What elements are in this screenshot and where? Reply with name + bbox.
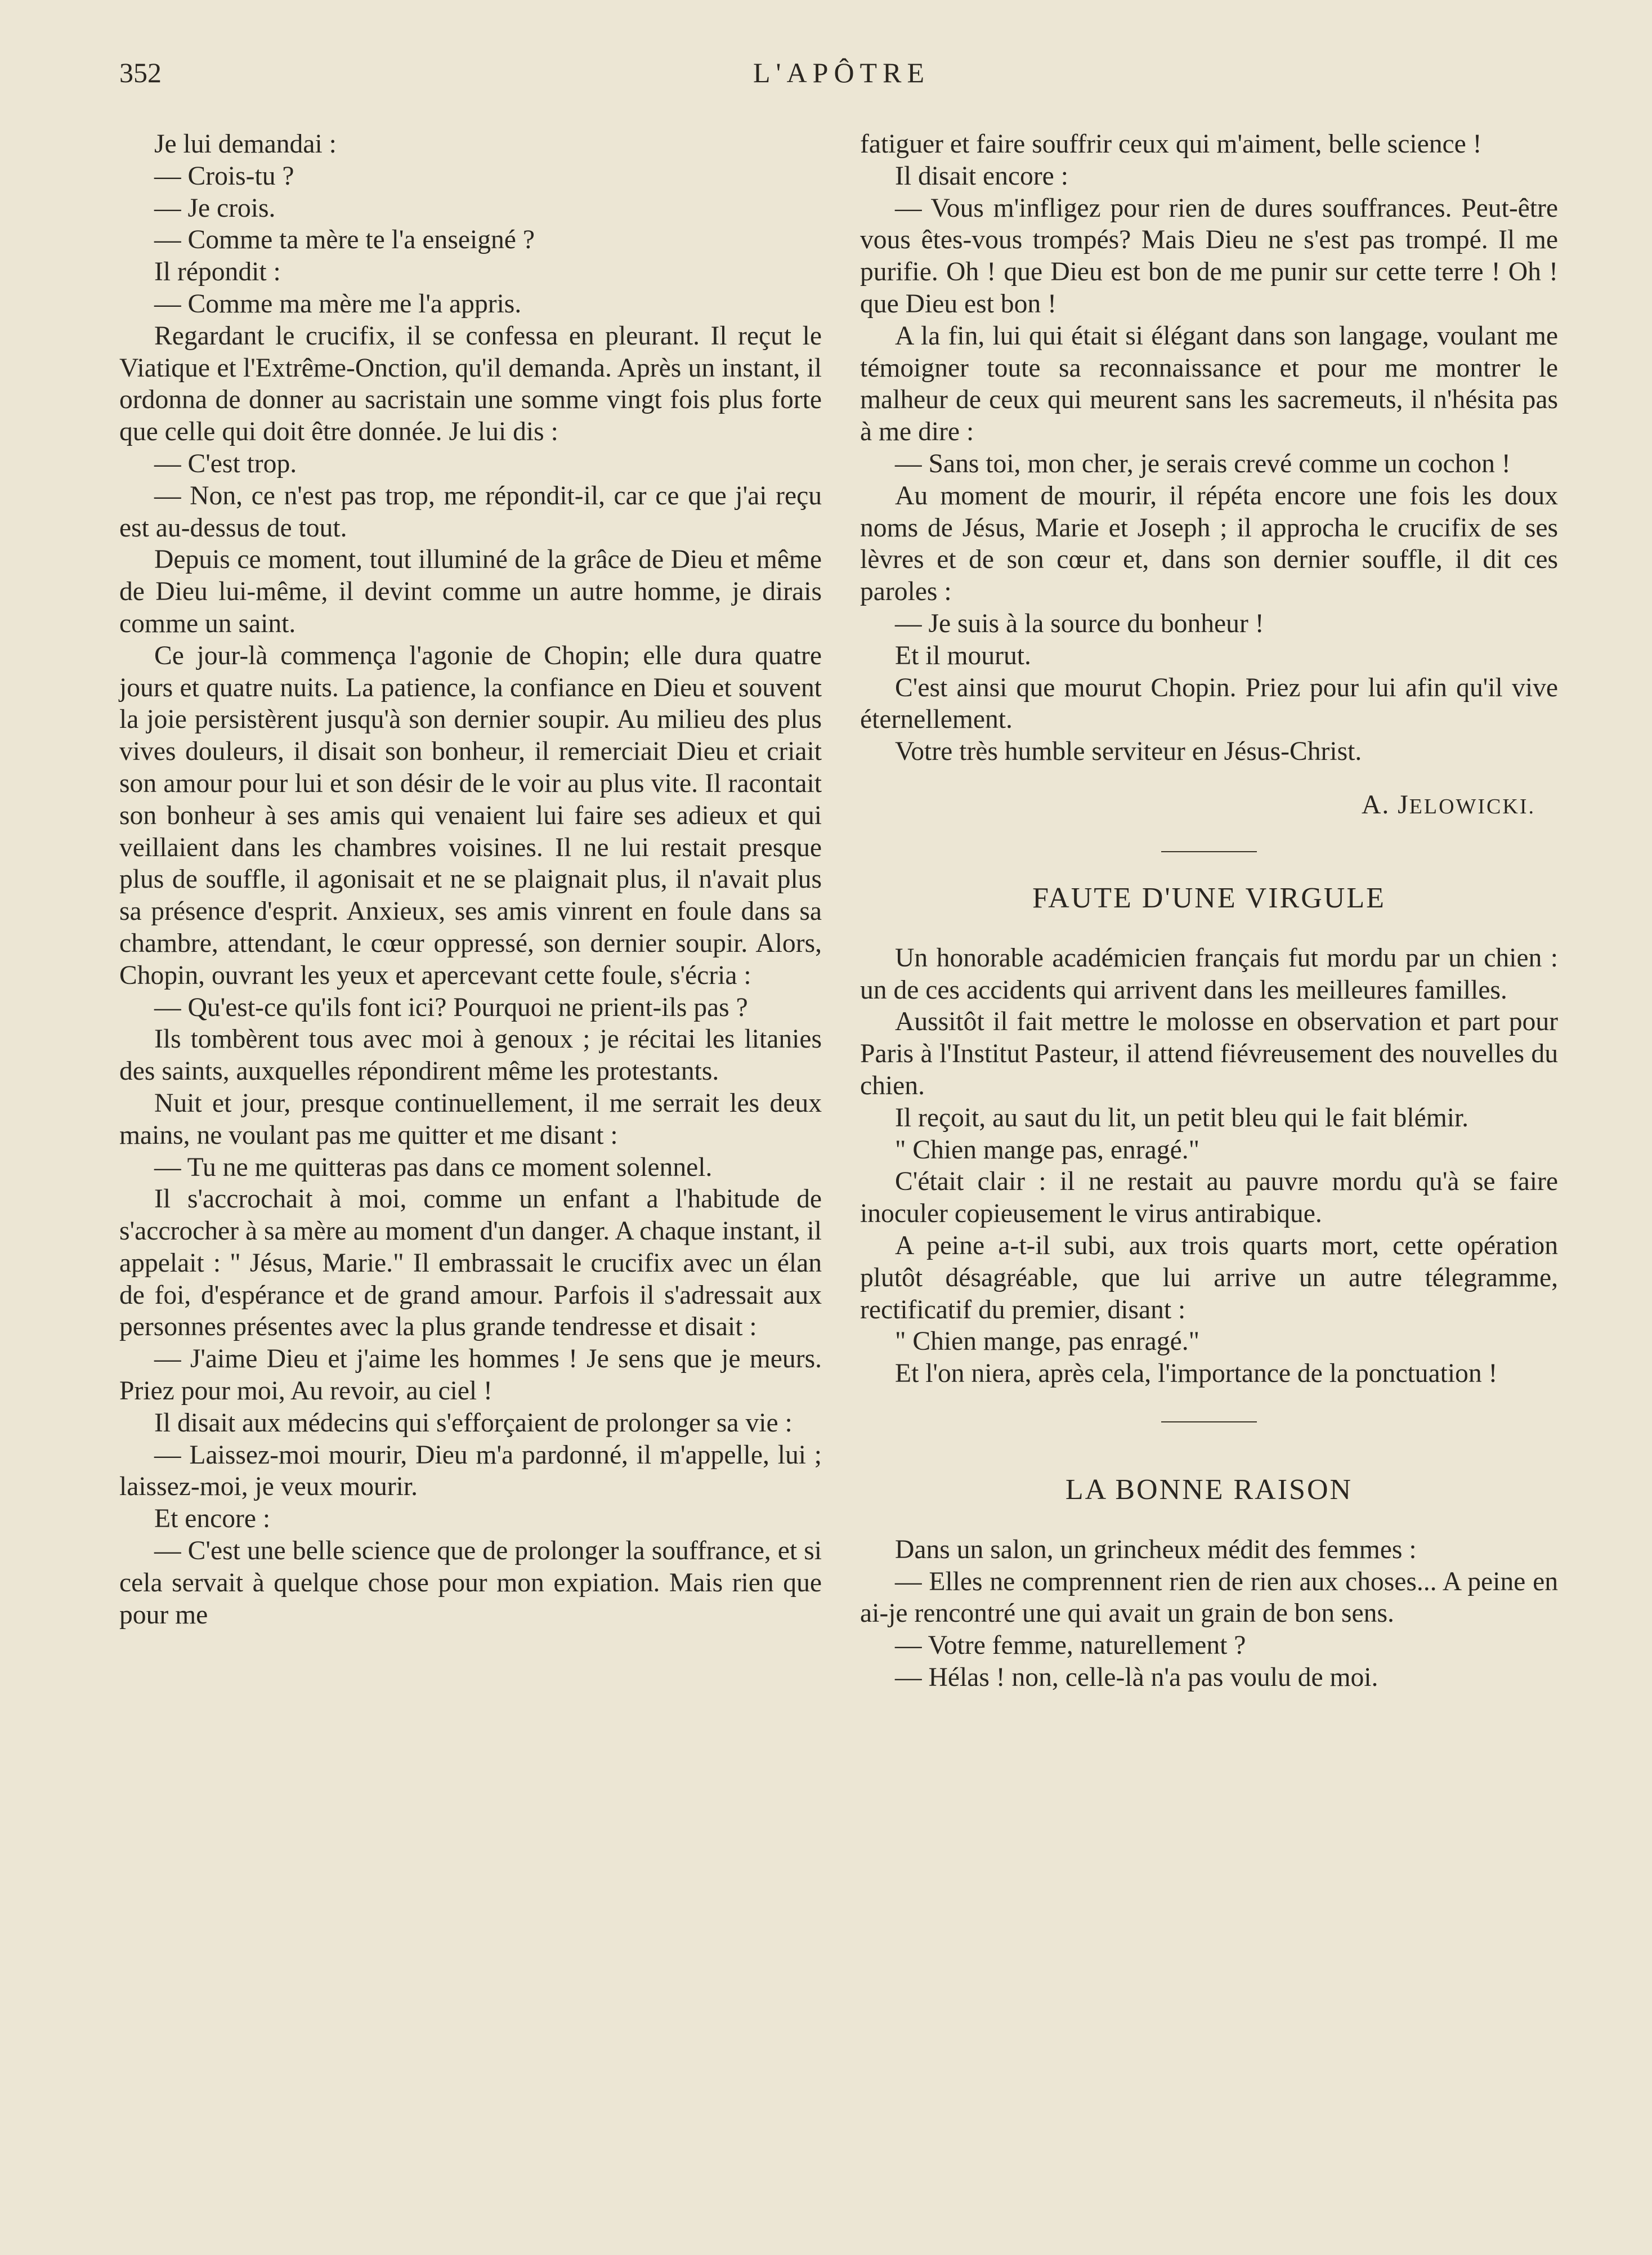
- section-title: LA BONNE RAISON: [1065, 1473, 1353, 1506]
- paragraph: — J'aime Dieu et j'aime les hommes ! Je sens que je meurs. Priez pour moi, Au revoir, au ciel !: [119, 1344, 822, 1406]
- paragraph: Dans un salon, un grincheux médit des femmes :: [895, 1534, 1417, 1564]
- paragraph: — Elles ne comprennent rien de rien aux choses... A peine en ai-je rencontré une qui avait un grain de bon sens.: [860, 1567, 1558, 1628]
- paragraph: Votre très humble serviteur en Jésus-Christ.: [895, 737, 1362, 767]
- left-column: [119, 128, 822, 1631]
- paragraph: Je lui demandai :: [154, 129, 337, 159]
- paragraph: — Comme ma mère me l'a appris.: [154, 289, 522, 319]
- paragraph: Il disait encore :: [895, 161, 1068, 191]
- author-signature: [860, 789, 1535, 823]
- paragraph: Et il mourut.: [895, 641, 1031, 670]
- paragraph: " Chien mange pas, enragé.": [895, 1135, 1200, 1165]
- paragraph: Il disait aux médecins qui s'efforçaient de prolonger sa vie :: [154, 1408, 793, 1438]
- paragraph: — Vous m'infligez pour rien de dures souffrances. Peut-être vous êtes-vous trompés? Mais Dieu ne s'est pas trompé. Il me purifie. Oh ! que Dieu est bon de me punir sur cette terre ! Oh ! que Dieu est bon !: [860, 193, 1558, 319]
- signature-initial: A. J: [1361, 790, 1409, 820]
- paragraph: A peine a-t-il subi, aux trois quarts mort, cette opération plutôt désagréable, que lui arrive un autre télegramme, rectificatif du premier, disant :: [860, 1231, 1558, 1325]
- paragraph: — C'est une belle science que de prolonger la souffrance, et si cela servait à quelque chose pour mon expiation. Mais rien que pour me: [119, 1536, 822, 1630]
- paragraph: — Comme ta mère te l'a enseigné ?: [154, 225, 535, 255]
- paragraph: — C'est trop.: [154, 449, 297, 478]
- paragraph: — Tu ne me quitteras pas dans ce moment solennel.: [154, 1152, 713, 1182]
- right-column: [860, 128, 1558, 1694]
- paragraph: Regardant le crucifix, il se confessa en pleurant. Il reçut le Viatique et l'Extrême-Onction, qu'il demanda. Après un instant, il ordonna de donner au sacristain une somme vingt fois plus forte que celle qui doit être donnée. Je lui dis :: [119, 321, 822, 447]
- section-divider: [1161, 1421, 1257, 1422]
- paragraph: — Je suis à la source du bonheur !: [895, 609, 1264, 638]
- paragraph: Un honorable académicien français fut mordu par un chien : un de ces accidents qui arrivent dans les meilleures familles.: [860, 943, 1558, 1005]
- paragraph: " Chien mange, pas enragé.": [895, 1327, 1200, 1357]
- paragraph: — Non, ce n'est pas trop, me répondit-il, car ce que j'ai reçu est au-dessus de tout.: [119, 481, 822, 543]
- paragraph: — Laissez-moi mourir, Dieu m'a pardonné, il m'appelle, lui ; laissez-moi, je veux mourir.: [119, 1440, 822, 1502]
- page-header: [119, 56, 1564, 101]
- page-number: 352: [119, 57, 162, 88]
- running-title: L'APÔTRE: [753, 57, 930, 88]
- section-title: FAUTE D'UNE VIRGULE: [1032, 882, 1386, 914]
- paragraph: — Votre femme, naturellement ?: [895, 1631, 1246, 1661]
- paragraph: Et l'on niera, après cela, l'importance de la ponctuation !: [895, 1359, 1498, 1389]
- paragraph: Il reçoit, au saut du lit, un petit bleu qui le fait blémir.: [895, 1103, 1469, 1133]
- paragraph: — Crois-tu ?: [154, 161, 294, 191]
- paragraph: C'était clair : il ne restait au pauvre mordu qu'à se faire inoculer copieusement le virus antirabique.: [860, 1167, 1558, 1229]
- paragraph: — Sans toi, mon cher, je serais crevé comme un cochon !: [895, 449, 1511, 478]
- paragraph: Aussitôt il fait mettre le molosse en observation et part pour Paris à l'Institut Pasteur, il attend fiévreusement des nouvelles du chien.: [860, 1007, 1558, 1100]
- paragraph: Nuit et jour, presque continuellement, il me serrait les deux mains, ne voulant pas me quitter et me disant :: [119, 1088, 822, 1150]
- paragraph: Et encore :: [154, 1504, 271, 1534]
- section-divider: [1161, 851, 1257, 852]
- paragraph: — Je crois.: [154, 193, 276, 223]
- paragraph: Ils tombèrent tous avec moi à genoux ; je récitai les litanies des saints, auxquelles répondirent même les protestants.: [119, 1024, 822, 1086]
- paragraph: Ce jour-là commença l'agonie de Chopin; elle dura quatre jours et quatre nuits. La patience, la confiance en Dieu et souvent la joie persistèrent jusqu'à son dernier soupir. Au milieu des plus vives douleurs, il disait son bonheur, il remerciait Dieu et criait son amour pour lui et son désir de le voir au plus vite. Il racontait son bonheur à ses amis qui venaient lui faire ses adieux et qui veillaient dans les chambres voisines. Il ne lui restait presque plus de souffle, il agonisait et ne se plaignait plus, il n'avait plus sa présence d'esprit. Anxieux, ses amis vinrent en foule dans sa chambre, attendant, le cœur oppressé, son dernier soupir. Alors, Chopin, ouvrant les yeux et apercevant cette foule, s'écria :: [119, 641, 822, 990]
- paragraph: Depuis ce moment, tout illuminé de la grâce de Dieu et même de Dieu lui-même, il devint comme un autre homme, je dirais comme un saint.: [119, 545, 822, 638]
- paragraph: Il s'accrochait à moi, comme un enfant a l'habitude de s'accrocher à sa mère au moment d'un danger. A chaque instant, il appelait : " Jésus, Marie." Il embrassait le crucifix avec un élan de foi, d'espérance et de grand amour. Parfois il s'adressait aux personnes présentes avec la plus grande tendresse et disait :: [119, 1184, 822, 1342]
- paragraph: — Hélas ! non, celle-là n'a pas voulu de moi.: [895, 1663, 1378, 1693]
- signature-surname: ELOWICKI.: [1409, 794, 1535, 818]
- paragraph: — Qu'est-ce qu'ils font ici? Pourquoi ne prient-ils pas ?: [154, 992, 748, 1022]
- continued-paragraph: fatiguer et faire souffrir ceux qui m'aiment, belle science !: [860, 129, 1482, 159]
- paragraph: Au moment de mourir, il répéta encore une fois les doux noms de Jésus, Marie et Joseph ; il approcha le crucifix de ses lèvres et de son cœur et, dans son dernier souffle, il dit ces paroles :: [860, 481, 1558, 607]
- paragraph: C'est ainsi que mourut Chopin. Priez pour lui afin qu'il vive éternellement.: [860, 673, 1558, 735]
- paragraph: A la fin, lui qui était si élégant dans son langage, voulant me témoigner toute sa reconnaissance et pour me montrer le malheur de ceux qui meurent sans les sacremeuts, il n'hésita pas à me dire :: [860, 321, 1558, 447]
- paragraph: Il répondit :: [154, 257, 281, 287]
